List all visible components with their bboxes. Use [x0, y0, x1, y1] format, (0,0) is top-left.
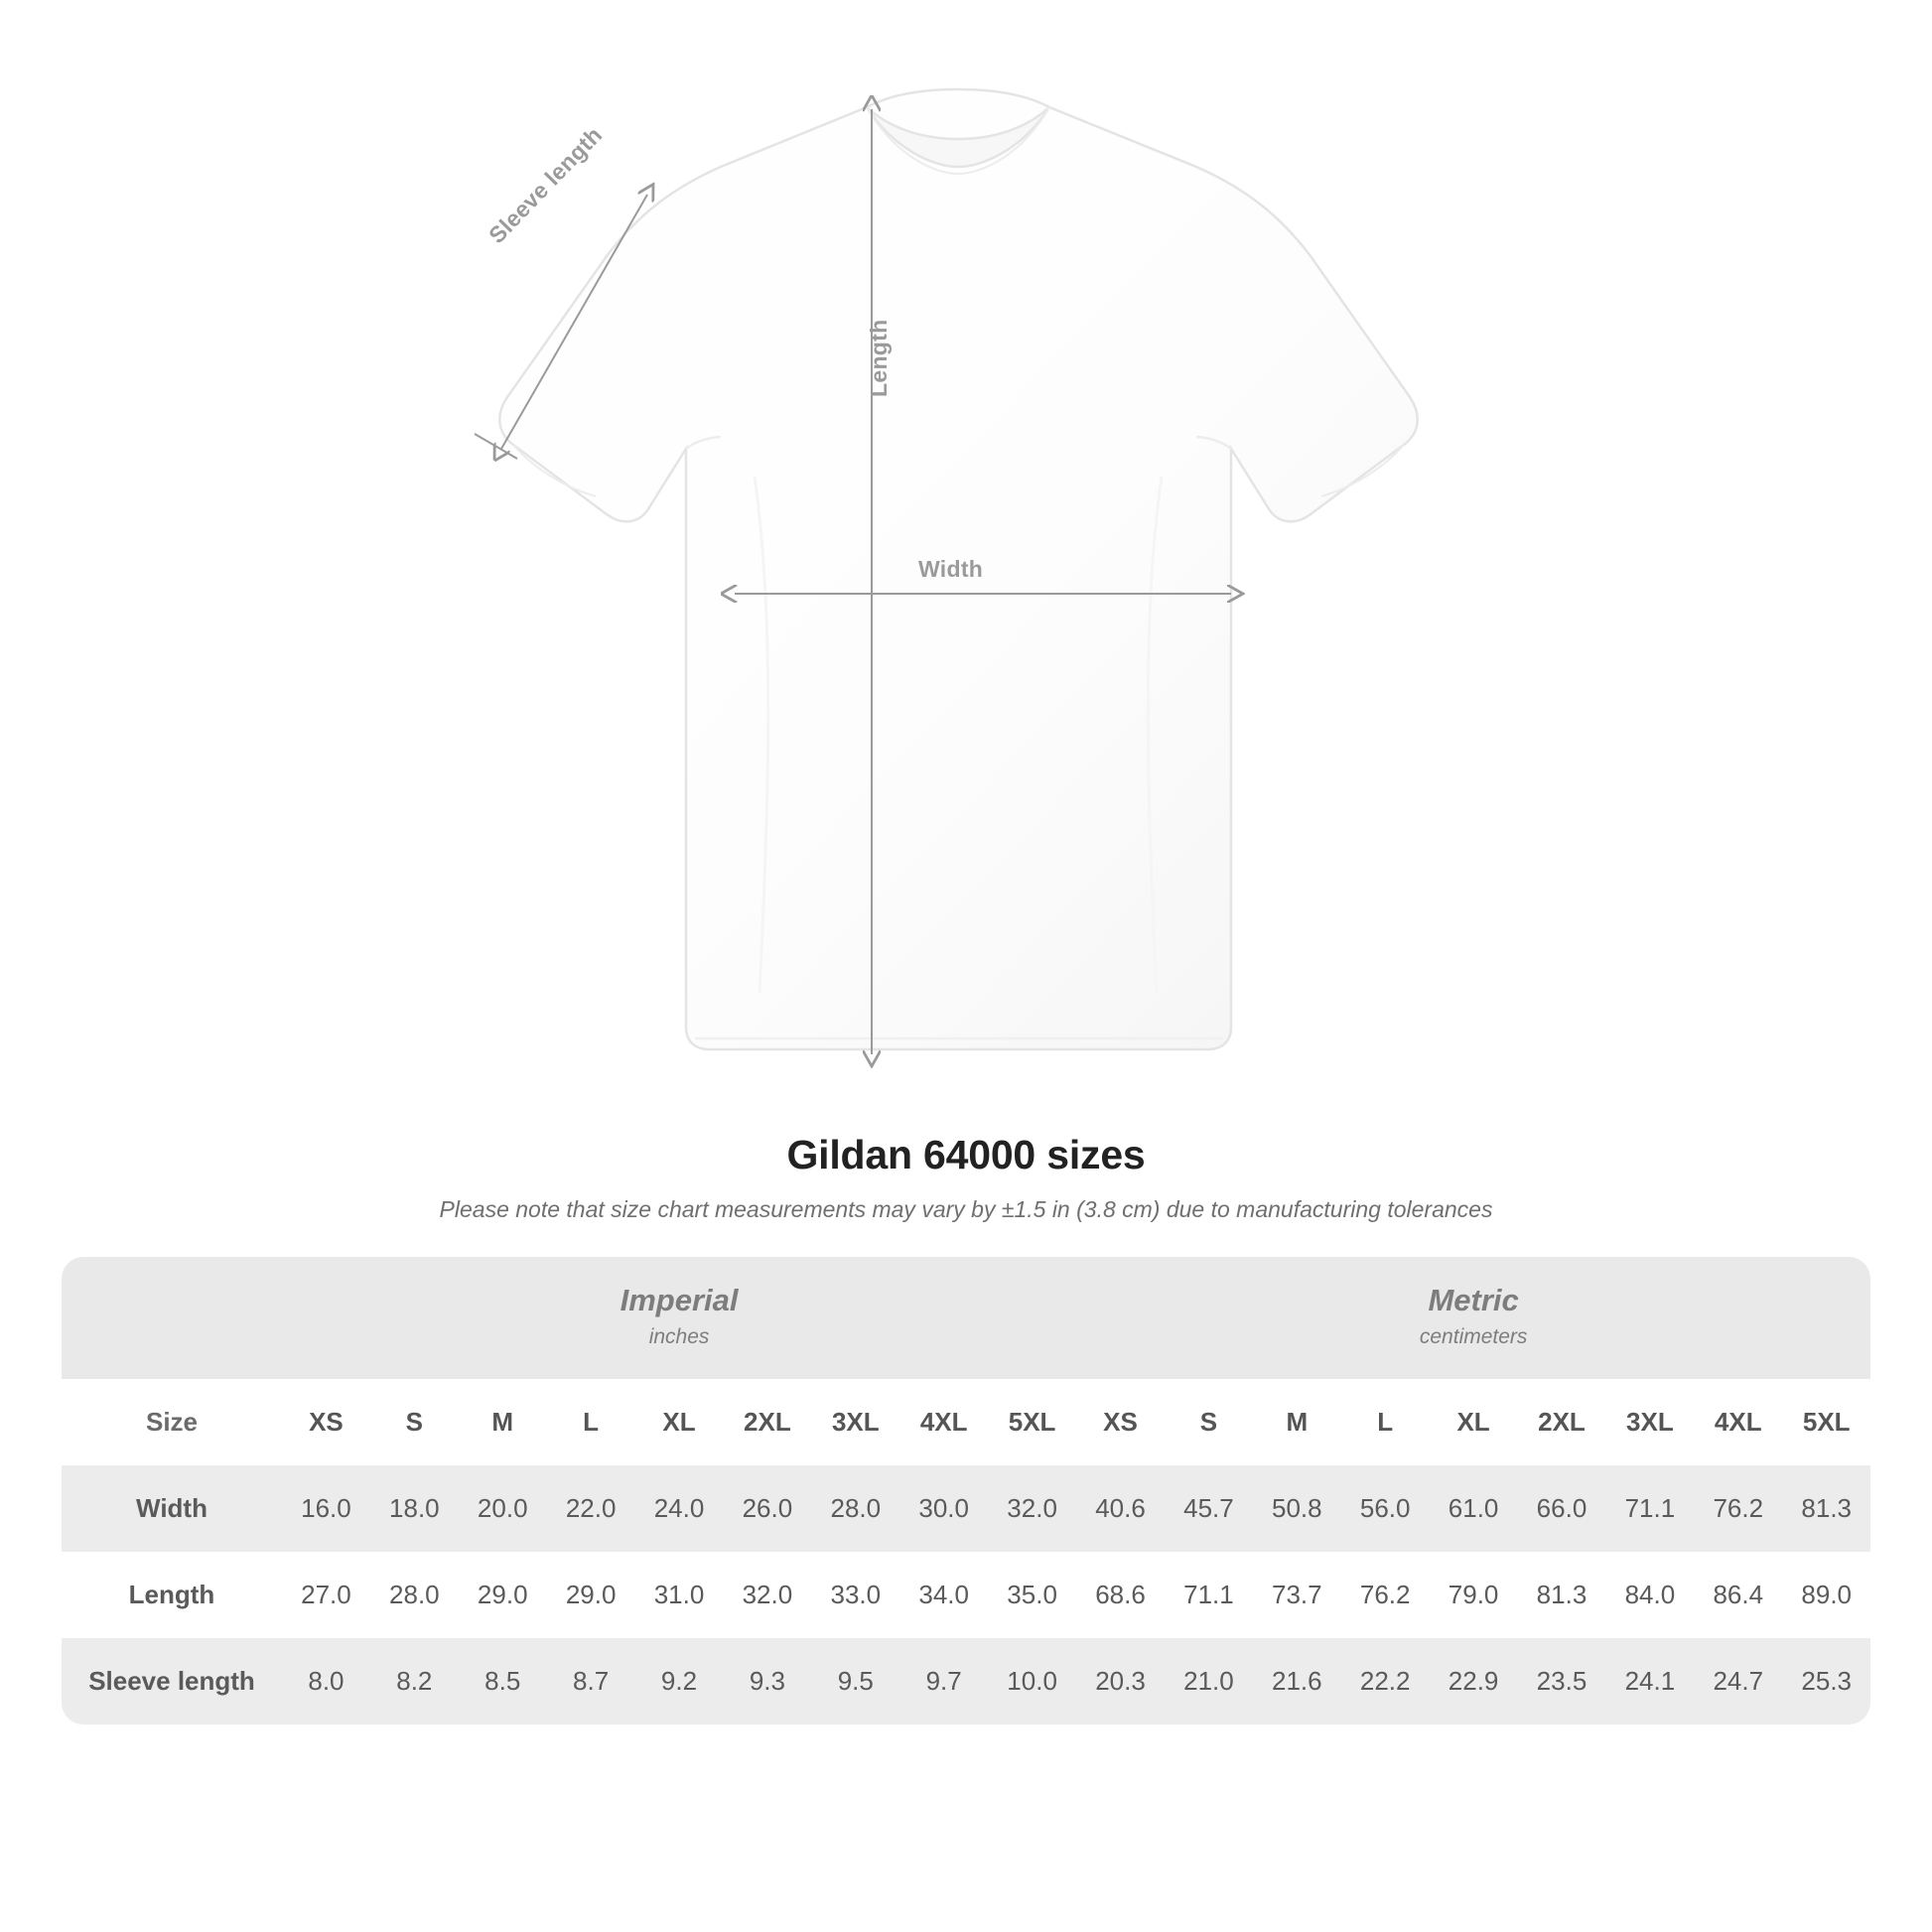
size-header-cell: M — [1253, 1379, 1341, 1465]
cell-width: 24.0 — [635, 1465, 724, 1552]
size-header-cell: L — [1341, 1379, 1430, 1465]
cell-width: 26.0 — [723, 1465, 811, 1552]
size-header-cell: 4XL — [899, 1379, 988, 1465]
cell-sleeve-length: 22.2 — [1341, 1638, 1430, 1725]
size-header-cell: 2XL — [1518, 1379, 1606, 1465]
unit-system-header-row — [62, 1257, 1870, 1379]
cell-width: 40.6 — [1076, 1465, 1165, 1552]
cell-sleeve-length: 9.5 — [811, 1638, 899, 1725]
unit-system-metric-unit: centimeters — [1419, 1325, 1528, 1348]
cell-sleeve-length: 10.0 — [988, 1638, 1076, 1725]
size-table — [62, 1257, 1870, 1725]
cell-sleeve-length: 24.1 — [1605, 1638, 1694, 1725]
size-header-cell: S — [370, 1379, 459, 1465]
cell-width: 20.0 — [459, 1465, 547, 1552]
cell-sleeve-length: 23.5 — [1518, 1638, 1606, 1725]
chart-heading — [0, 1132, 1932, 1223]
cell-width: 81.3 — [1782, 1465, 1870, 1552]
page-title: Gildan 64000 sizes — [786, 1132, 1146, 1177]
cell-sleeve-length: 9.2 — [635, 1638, 724, 1725]
cell-width: 71.1 — [1605, 1465, 1694, 1552]
cell-length: 89.0 — [1782, 1552, 1870, 1638]
cell-length: 31.0 — [635, 1552, 724, 1638]
cell-length: 76.2 — [1341, 1552, 1430, 1638]
size-header-cell: M — [459, 1379, 547, 1465]
row-label-sleeve-length: Sleeve length — [62, 1638, 282, 1725]
unit-system-imperial-name: Imperial — [620, 1283, 739, 1317]
cell-length: 28.0 — [370, 1552, 459, 1638]
sleeve-length-label: Sleeve length — [483, 121, 608, 249]
cell-length: 27.0 — [282, 1552, 370, 1638]
cell-width: 61.0 — [1430, 1465, 1518, 1552]
cell-width: 56.0 — [1341, 1465, 1430, 1552]
size-header-cell: XS — [1076, 1379, 1165, 1465]
cell-sleeve-length: 21.6 — [1253, 1638, 1341, 1725]
cell-length: 84.0 — [1605, 1552, 1694, 1638]
size-header-cell: 5XL — [1782, 1379, 1870, 1465]
cell-length: 81.3 — [1518, 1552, 1606, 1638]
cell-length: 32.0 — [723, 1552, 811, 1638]
cell-sleeve-length: 20.3 — [1076, 1638, 1165, 1725]
cell-width: 50.8 — [1253, 1465, 1341, 1552]
cell-width: 22.0 — [547, 1465, 635, 1552]
size-header-cell: 4XL — [1694, 1379, 1782, 1465]
cell-length: 71.1 — [1165, 1552, 1253, 1638]
size-header-cell: L — [547, 1379, 635, 1465]
unit-system-metric-name: Metric — [1428, 1283, 1519, 1317]
cell-length: 29.0 — [459, 1552, 547, 1638]
size-header-label: Size — [62, 1379, 282, 1465]
unit-header-corner — [62, 1257, 282, 1379]
table-row — [62, 1552, 1870, 1638]
size-header-cell: S — [1165, 1379, 1253, 1465]
cell-width: 30.0 — [899, 1465, 988, 1552]
cell-width: 28.0 — [811, 1465, 899, 1552]
length-label: Length — [866, 319, 892, 397]
size-header-cell: XL — [635, 1379, 724, 1465]
cell-sleeve-length: 9.3 — [723, 1638, 811, 1725]
cell-length: 29.0 — [547, 1552, 635, 1638]
size-header-cell: 3XL — [811, 1379, 899, 1465]
cell-length: 79.0 — [1430, 1552, 1518, 1638]
cell-length: 35.0 — [988, 1552, 1076, 1638]
cell-sleeve-length: 25.3 — [1782, 1638, 1870, 1725]
cell-sleeve-length: 9.7 — [899, 1638, 988, 1725]
unit-system-imperial — [282, 1257, 1076, 1379]
cell-width: 45.7 — [1165, 1465, 1253, 1552]
size-header-cell: 2XL — [723, 1379, 811, 1465]
cell-length: 33.0 — [811, 1552, 899, 1638]
size-header-cell: 5XL — [988, 1379, 1076, 1465]
cell-length: 68.6 — [1076, 1552, 1165, 1638]
cell-width: 16.0 — [282, 1465, 370, 1552]
size-header-cell: 3XL — [1605, 1379, 1694, 1465]
cell-sleeve-length: 22.9 — [1430, 1638, 1518, 1725]
cell-sleeve-length: 8.0 — [282, 1638, 370, 1725]
cell-length: 34.0 — [899, 1552, 988, 1638]
cell-width: 66.0 — [1518, 1465, 1606, 1552]
size-header-cell: XL — [1430, 1379, 1518, 1465]
cell-sleeve-length: 8.2 — [370, 1638, 459, 1725]
table-row — [62, 1638, 1870, 1725]
cell-length: 73.7 — [1253, 1552, 1341, 1638]
table-row — [62, 1465, 1870, 1552]
unit-system-metric — [1076, 1257, 1870, 1379]
cell-length: 86.4 — [1694, 1552, 1782, 1638]
tolerance-note: Please note that size chart measurements may vary by ±1.5 in (3.8 cm) due to manufacturing tolerances — [439, 1196, 1493, 1222]
cell-sleeve-length: 24.7 — [1694, 1638, 1782, 1725]
size-table-wrapper — [62, 1257, 1870, 1725]
unit-system-imperial-unit: inches — [648, 1325, 710, 1348]
cell-sleeve-length: 8.7 — [547, 1638, 635, 1725]
cell-width: 32.0 — [988, 1465, 1076, 1552]
row-label-length: Length — [62, 1552, 282, 1638]
size-header-cell: XS — [282, 1379, 370, 1465]
row-label-width: Width — [62, 1465, 282, 1552]
cell-sleeve-length: 8.5 — [459, 1638, 547, 1725]
cell-sleeve-length: 21.0 — [1165, 1638, 1253, 1725]
cell-width: 76.2 — [1694, 1465, 1782, 1552]
size-header-row — [62, 1379, 1870, 1465]
cell-width: 18.0 — [370, 1465, 459, 1552]
width-label: Width — [918, 556, 984, 582]
